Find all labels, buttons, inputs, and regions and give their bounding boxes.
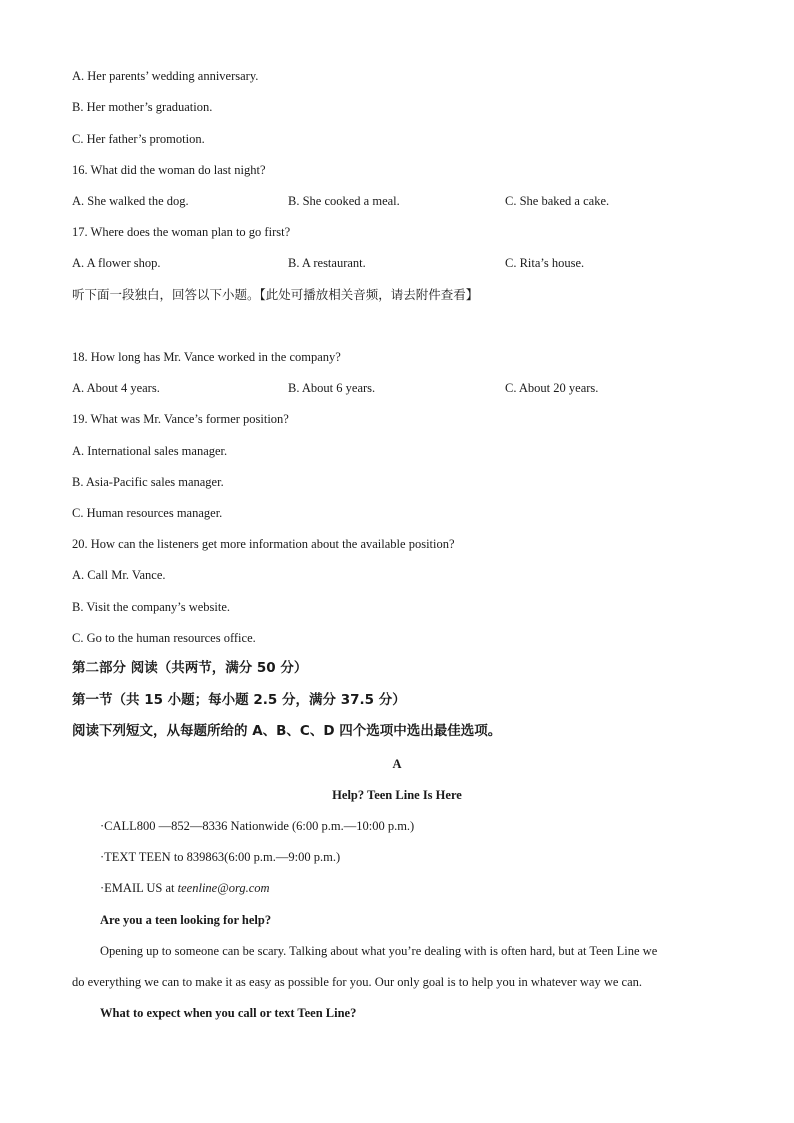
- monologue-instruction: 听下面一段独白，回答以下小题。【此处可播放相关音频，请去附件查看】: [72, 287, 479, 302]
- q18-option-b: B. About 6 years.: [288, 381, 376, 395]
- section1-title: 第一节（共 15 小题；每小题 2.5 分，满分 37.5 分）: [72, 692, 406, 708]
- email-info: [100, 880, 270, 896]
- q15-option-c: C. Her father’s promotion.: [72, 132, 205, 146]
- passage-title: Help? Teen Line Is Here: [332, 788, 462, 802]
- q17-option-b: B. A restaurant.: [288, 256, 366, 270]
- q17-question: 17. Where does the woman plan to go first?: [72, 225, 291, 239]
- q16-option-b: B. She cooked a meal.: [288, 194, 400, 208]
- q19-option-a: A. International sales manager.: [72, 444, 228, 458]
- q18-question: 18. How long has Mr. Vance worked in the company?: [72, 350, 341, 364]
- q16-option-a: A. She walked the dog.: [72, 194, 189, 208]
- text-info: ·TEXT TEEN to 839863(6:00 p.m.—9:00 p.m.): [100, 850, 341, 864]
- q15-option-b: B. Her mother’s graduation.: [72, 100, 213, 114]
- q20-option-c: C. Go to the human resources office.: [72, 631, 256, 645]
- q19-option-b: B. Asia-Pacific sales manager.: [72, 475, 224, 489]
- part2-title: 第二部分 阅读（共两节，满分 50 分）: [72, 660, 308, 676]
- reading-instruction: 阅读下列短文，从每题所给的 A、B、C、D 四个选项中选出最佳选项。: [72, 723, 502, 739]
- q16-options: [72, 193, 722, 209]
- paragraph-line-1: Opening up to someone can be scary. Talking about what you’re dealing with is often hard, but at Teen Line we: [100, 944, 658, 958]
- q18-options: [72, 380, 722, 396]
- q16-question: 16. What did the woman do last night?: [72, 163, 266, 177]
- q18-option-a: A. About 4 years.: [72, 381, 160, 395]
- q18-option-c: C. About 20 years.: [505, 381, 599, 395]
- q19-question: 19. What was Mr. Vance’s former position?: [72, 412, 289, 426]
- q17-option-a: A. A flower shop.: [72, 256, 161, 270]
- paragraph-line-2: do everything we can to make it as easy as possible for you. Our only goal is to help you in whatever way we can.: [72, 975, 642, 989]
- subheading-help: Are you a teen looking for help?: [100, 913, 272, 927]
- q16-option-c: C. She baked a cake.: [505, 194, 610, 208]
- q20-question: 20. How can the listeners get more information about the available position?: [72, 537, 455, 551]
- q17-option-c: C. Rita’s house.: [505, 256, 585, 270]
- call-info: ·CALL800 —852—8336 Nationwide (6:00 p.m.—10:00 p.m.): [100, 819, 415, 833]
- q17-options: [72, 255, 722, 271]
- passage-letter: A: [392, 757, 402, 771]
- q20-option-b: B. Visit the company’s website.: [72, 600, 231, 614]
- email-prefix: ·EMAIL US at: [100, 881, 178, 895]
- q15-option-a: A. Her parents’ wedding anniversary.: [72, 69, 259, 83]
- email-address[interactable]: teenline@org.com: [177, 881, 270, 895]
- q20-option-a: A. Call Mr. Vance.: [72, 568, 166, 582]
- q19-option-c: C. Human resources manager.: [72, 506, 223, 520]
- subheading-expect: What to expect when you call or text Teen Line?: [100, 1006, 357, 1020]
